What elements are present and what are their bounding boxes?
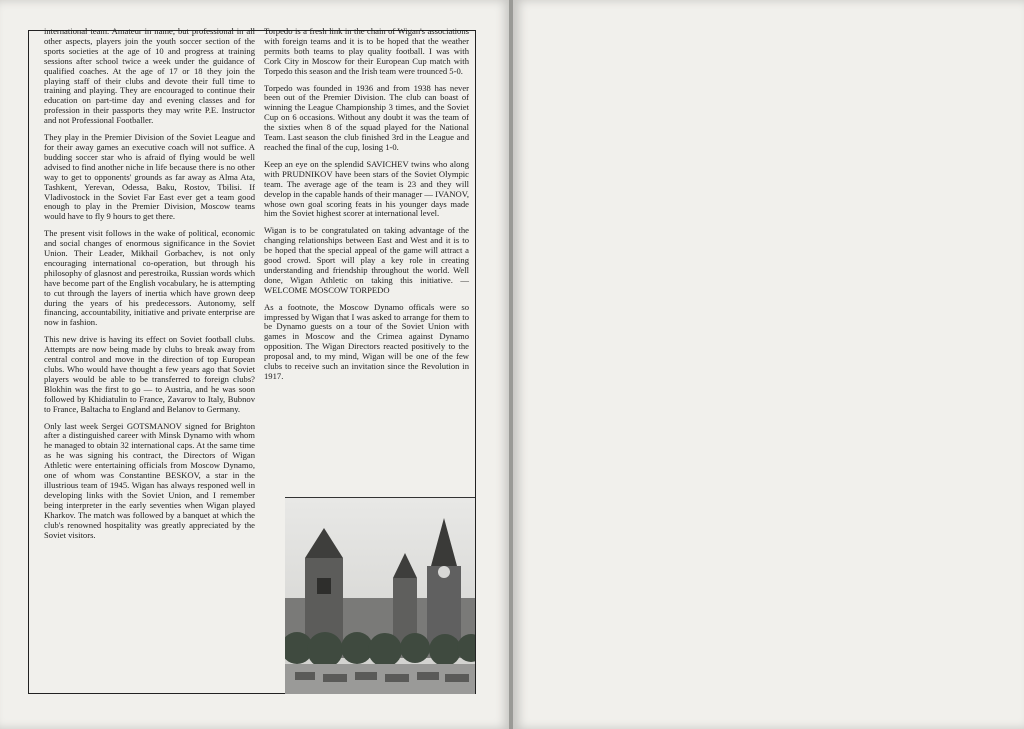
right-page [513,0,1024,729]
paragraph: Wigan is to be congratulated on taking advantage of the changing relationships between East and West and it is to be hoped that the special appeal of the game will attract a good crowd. Sport will play a key role in creating understanding and friendship throughout the world. Well done, Wigan Athletic on taking this initiative. — WELCOME MOSCOW TORPEDO [264,225,469,295]
paragraph: They play in the Premier Division of the Soviet League and for their away games an executive coach will not suffice. A budding soccer star who is afraid of flying would be well advised to find another niche in life because there is no other way to get to opponents' grounds as far away as Alma Ata, Tashkent, Yerevan, Odessa, Baku, Rostov, Tbilisi. If Vladivostock in the Soviet Far East ever get a team good enough to play in the Premier Division, Moscow teams would have to fly 9 hours to get there. [44,132,255,222]
paragraph: Torpedo is a fresh link in the chain of Wigan's associations with foreign teams and it is to be hoped that the weather permits both teams to play quality football. I was with Cork City in Moscow for their European Cup match with Torpedo this season and the Irish team were trounced 5-0. [264,26,469,76]
article-column-2 [264,27,469,389]
paragraph: Only last week Sergei GOTSMANOV signed for Brighton after a distinguished career with Minsk Dynamo with whom he managed to obtain 32 international caps. At the same time as he was signing his contract, the Directors of Wigan Athletic were entertaining officials from Moscow Dynamo, one of whom was Constantine BESKOV, a star in the illustrious team of 1945. Wigan has always responed well in developing links with the Soviet Union, and I remember being interpreter in the early seventies when Wigan played Kharkov. The match was followed by a banquet at which the club's renowned hospitality was greatly appreciated by the Soviet visitors. [44,420,255,540]
paragraph: As a footnote, the Moscow Dynamo officals were so impressed by Wigan that I was asked to arrange for them to be Dynamo guests on a tour of the Soviet Union with games in Moscow and the Crimea against Dynamo opposition. The Wigan Directors reacted positively to the proposal and, to my mind, Wigan will be one of the few clubs to receive such an invitation since the Revolution in 1917. [264,301,469,381]
paragraph: Keep an eye on the splendid SAVICHEV twins who along with PRUDNIKOV have been stars of the Soviet Olympic team. The average age of the team is 23 and they will develop in the capable hands of their manager — IVANOV, whose own goal scoring feats in his younger days made him the Soviet highest scorer at international level. [264,158,469,219]
paragraph: The present visit follows in the wake of political, economic and social changes of enormous significance in the Soviet Union. Their Leader, Mikhail Gorbachev, is not only encouraging international co-operation, but through his philosophy of glasnost and perestroika, Russian words which have become part of the English vocabulary, he is attempting to cut through the layers of inertia which have grown deep during the years of his predecessors. Autonomy, self financing, accountability, initiative and private enterprise are now in fashion. [44,228,255,328]
article-column-1 [44,27,255,547]
kremlin-photo [285,497,475,694]
paragraph: This new drive is having its effect on Soviet football clubs. Attempts are now being made by clubs to break away from central control and move in the direction of top European clubs. Who would have thought a few years ago that Soviet players would be able to be transferred to foreign clubs? Blokhin was the first to go — to Austria, and he was soon followed by Khidiatulin to France, Zavarov to Italy, Bubnov to France, Baltacha to England and Belanov to Germany. [44,334,255,414]
paragraph: international team. Amateur in name, but professional in all other aspects, players join the youth soccer section of the sports societies at the age of 10 and progress at training sessions after school twice a week under the guidance of qualified coaches. At the age of 17 or 18 they join the playing staff of their clubs and devote their full time to training and playing. They are encouraged to continue their education on part-time day and evening classes and for profession in their passports they may write P.E. Instructor and not Professional Footballer. [44,26,255,126]
left-page [0,0,511,729]
paragraph: Torpedo was founded in 1936 and from 1938 has never been out of the Premier Division. The club can boast of winning the League Championship 3 times, and the Soviet Cup on 6 occasions. Without any doubt it was the team of the sixties when 8 of the squad played for the National Team. Last season the club finished 3rd in the League and reached the final of the cup, losing 1-0. [264,82,469,152]
